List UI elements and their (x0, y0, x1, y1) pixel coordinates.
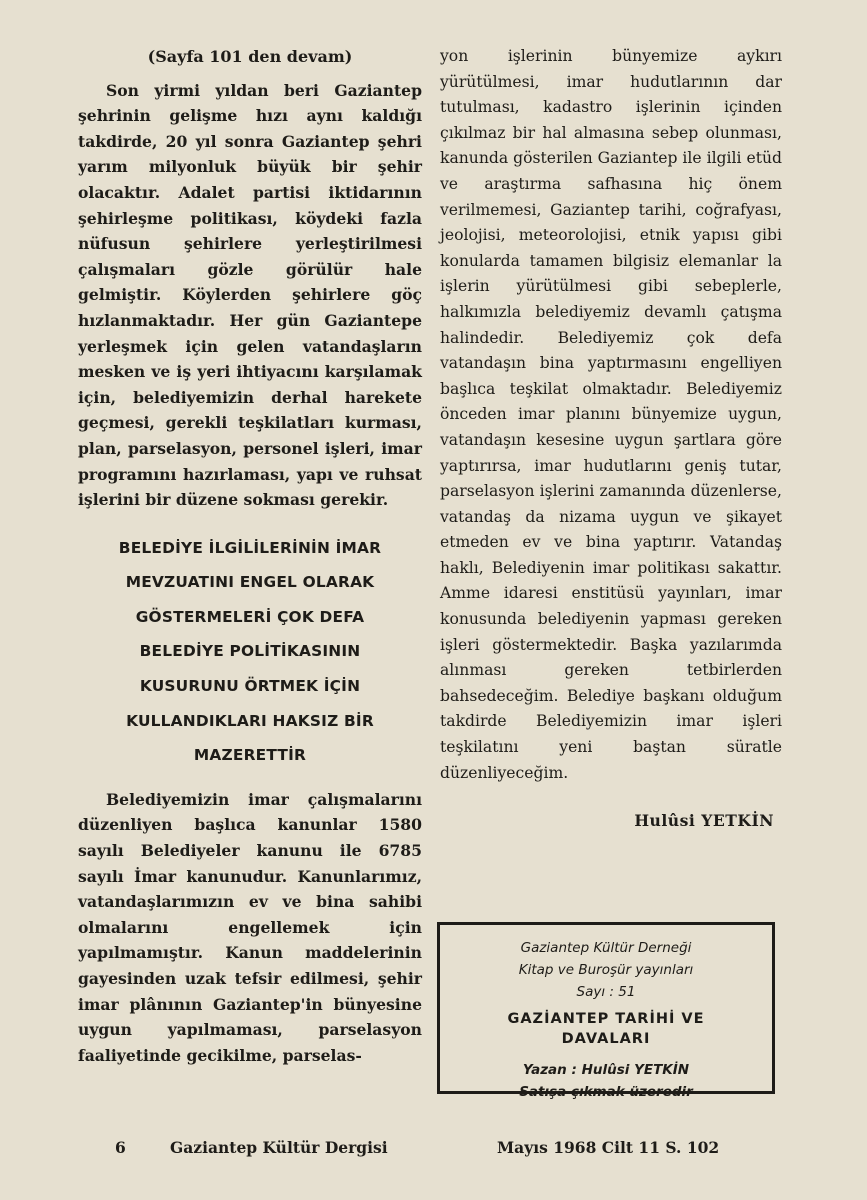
page-number: 6 (115, 1138, 126, 1157)
right-column (440, 44, 782, 834)
issue-info: Mayıs 1968 Cilt 11 S. 102 (497, 1138, 720, 1157)
article-paragraph: Son yirmi yıldan beri Gaziantep şehrinin gelişme hızı aynı kaldığı takdirde, 20 yıl sonra Gaziantep şehri yarım milyonluk büyük bir şehir olacaktır. Adalet partisi iktidarının şehirleşme politikası, köydeki fazla nüfusun şehirlere yerleştirilmesi çalışmaları gözle görülür hale gelmiştir. Köylerden şehirlere göç hızlanmaktadır. Her gün Gaziantepe yerleşmek için gelen vatandaşların mesken ve iş yeri ihtiyacını karşılamak için, belediyemizin derhal harekete geçmesi, gerekli teşkilatları kurması, plan, parselasyon, personel işleri, imar programını hazırlaması, yapı ve ruhsat işlerini bir düzene sokması gerekir. (78, 80, 422, 510)
left-column (78, 44, 422, 1068)
heading-line: KUSURUNU ÖRTMEK İÇİN (139, 677, 361, 696)
continuation-note: (Sayfa 101 den devam) (147, 47, 353, 66)
sale-status: Satışa çıkmak üzeredir (519, 1084, 693, 1100)
section-heading (78, 531, 422, 773)
book-author: Yazan : Hulûsi YETKİN (522, 1062, 690, 1078)
book-title (440, 1009, 772, 1049)
heading-line: BELEDİYE İLGİLİLERİNİN İMAR (118, 538, 382, 557)
author-signature: Hulûsi YETKİN (634, 811, 774, 831)
heading-line: BELEDİYE POLİTİKASININ (139, 642, 361, 661)
article-paragraph: Belediyemizin imar çalışmalarını düzenliyen başlıca kanunlar 1580 sayılı Belediyeler kanunu ile 6785 sayılı İmar kanunudur. Kanunlarımız, vatandaşlarımızın ev ve bina sahibi olmalarını engellemek için yapılmamıştır. Kanun maddelerinin gayesinden uzak tefsir edilmesi, şehir imar plânının Gaziantep'in bünyesine uygun yapılmaması, parselasyon faaliyetinde gecikilme, parselas- (78, 789, 422, 1065)
heading-line: MEVZUATINI ENGEL OLARAK (125, 573, 375, 592)
article-paragraph: yon işlerinin bünyemize aykırı yürütülmesi, imar hudutlarının dar tutulması, kadastro işlerinin içinden çıkılmaz bir hal almasına sebep olunması, kanunda gösterilen Gaziantep ile ilgili etüd ve araştırma safhasına hiç önem verilmemesi, Gaziantep tarihi, coğrafyası, jeolojisi, meteorolojisi, etnik yapısı gibi konularda tamamen bilgisiz elemanlar la işlerin yürütülmesi gibi sebeplerle, halkımızla belediyemiz devamlı çatışma halindedir. Belediyemiz çok defa vatandaşın bina yaptırmasını engelliyen başlıca teşkilat olmaktadır. Belediyemiz önceden imar planını bünyemize uygun, vatandaşın kesesine uygun şartlara göre yaptırırsa, imar hudutlarını geniş tutar, parselasyon işlerini zamanında düzenlerse, vatandaş da nizama uygun ve şikayet etmeden ev ve bina yaptırır. Vatandaş haklı, Belediyenin imar politikası sakattır. Amme idaresi enstitüsü yayınları, imar konusunda belediyenin yapması gereken işleri göstermektedir. Başka yazılarımda alınması gereken tetbirlerden bahsedeceğim. Belediye başkanı olduğum takdirde Belediyemizin imar işleri teşkilatını yeni baştan süratle düzenliyeceğim. (440, 47, 782, 782)
issue-number-line: Sayı : 51 (576, 984, 636, 1000)
book-title-line: GAZİANTEP TARİHİ VE (507, 1011, 705, 1027)
heading-line: GÖSTERMELERİ ÇOK DEFA (135, 607, 365, 626)
book-title-line: DAVALARI (561, 1031, 651, 1047)
heading-line: MAZERETTİR (193, 746, 307, 765)
heading-line: KULLANDIKLARI HAKSIZ BİR (126, 711, 374, 730)
series-line: Kitap ve Buroşür yayınları (518, 962, 694, 978)
magazine-name: Gaziantep Kültür Dergisi (170, 1138, 388, 1157)
book-announcement-box (437, 922, 775, 1100)
publisher-line: Gaziantep Kültür Derneği (520, 940, 692, 956)
